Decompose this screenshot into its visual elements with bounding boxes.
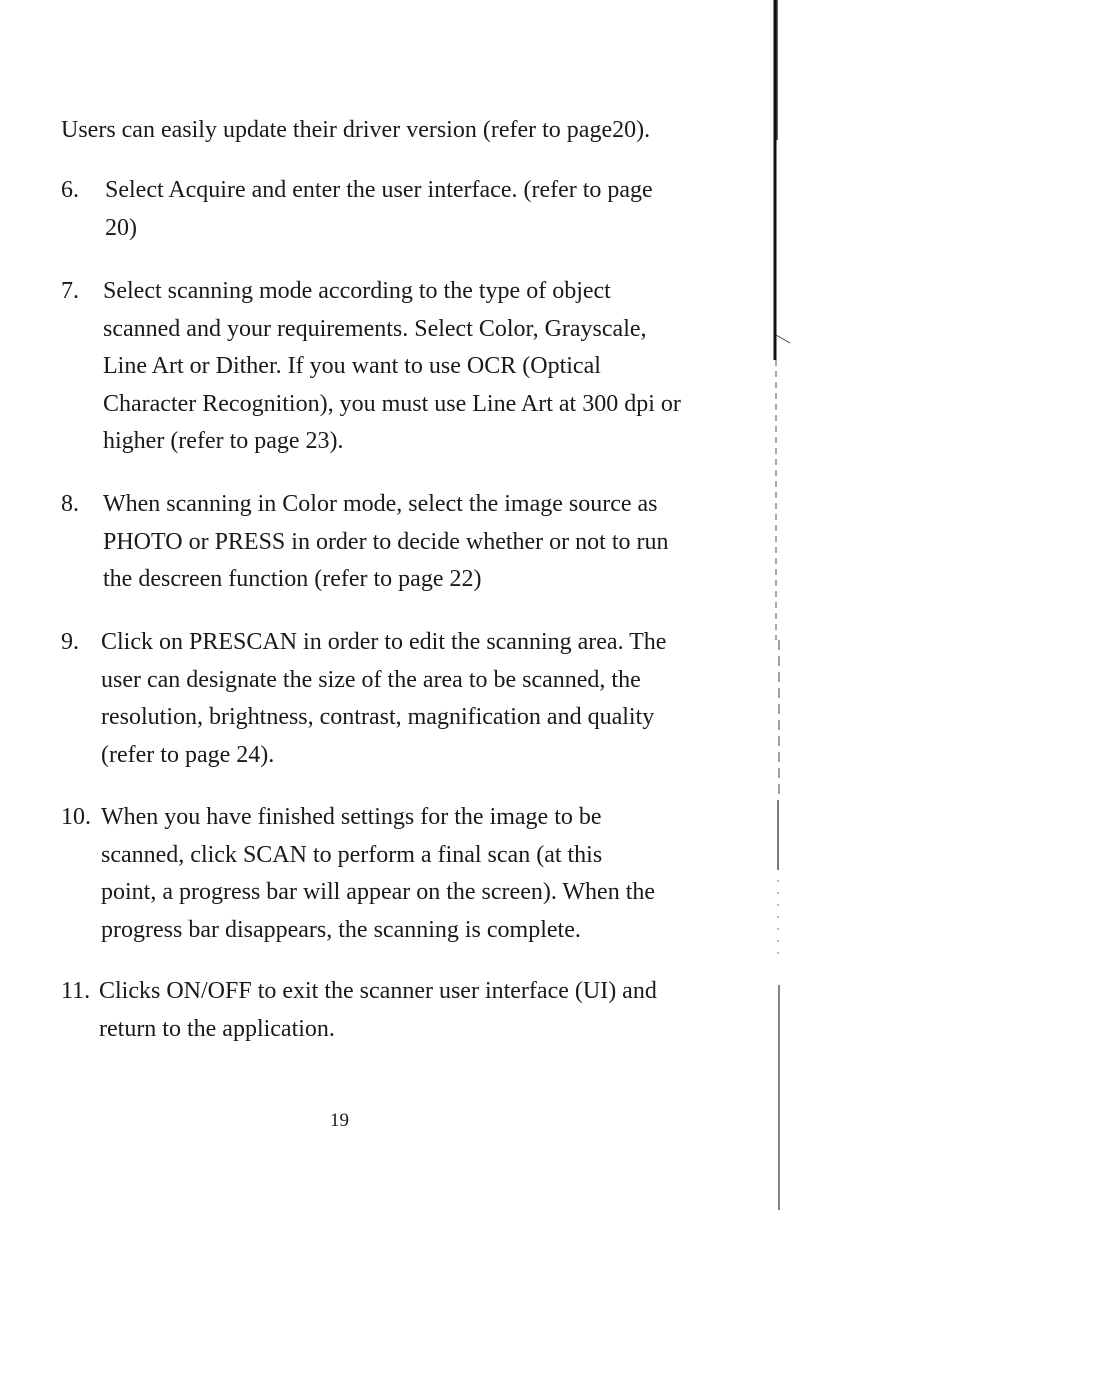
- step-text: When you have finished settings for the image to be scanned, click SCAN to perform a final scan (at this point, a progress bar will appear on the screen). When the progress bar disappears, the scanning is complete.: [101, 804, 656, 943]
- step-number: 7.: [61, 278, 79, 304]
- page-number: 19: [330, 1110, 349, 1131]
- step-number: 11.: [61, 978, 91, 1004]
- list-item-step-10: [61, 799, 701, 949]
- list-item-step-6: [61, 172, 701, 247]
- list-item-step-9: [61, 624, 701, 774]
- step-number: 10.: [61, 804, 91, 830]
- step-text: Select scanning mode according to the type of object scanned and your requirements. Select Color, Grayscale, Line Art or Dither. If you want to use OCR (Optical Character Recognition), you must use Line Art at 300 dpi or higher (refer to page 23).: [103, 278, 681, 454]
- list-item-step-8: [61, 486, 701, 599]
- binding-tick: [776, 335, 790, 343]
- list-item-step-7: [61, 273, 701, 461]
- step-number: 9.: [61, 629, 79, 655]
- step-text: When scanning in Color mode, select the image source as PHOTO or PRESS in order to decide whether or not to run the descreen function (refer to page 22): [103, 491, 669, 592]
- step-text: Clicks ON/OFF to exit the scanner user interface (UI) and return to the application.: [99, 978, 657, 1042]
- step-text: Click on PRESCAN in order to edit the scanning area. The user can designate the size of the area to be scanned, the resolution, brightness, contrast, magnification and quality (refer to page 24).: [101, 629, 667, 768]
- step-number: 8.: [61, 491, 79, 517]
- list-item-step-11: [61, 973, 701, 1048]
- step-number: 6.: [61, 177, 79, 203]
- step-text: Select Acquire and enter the user interface. (refer to page 20): [105, 177, 653, 241]
- intro-paragraph: Users can easily update their driver version (refer to page20).: [61, 117, 651, 143]
- binding-edge-artifact: [772, 0, 812, 1230]
